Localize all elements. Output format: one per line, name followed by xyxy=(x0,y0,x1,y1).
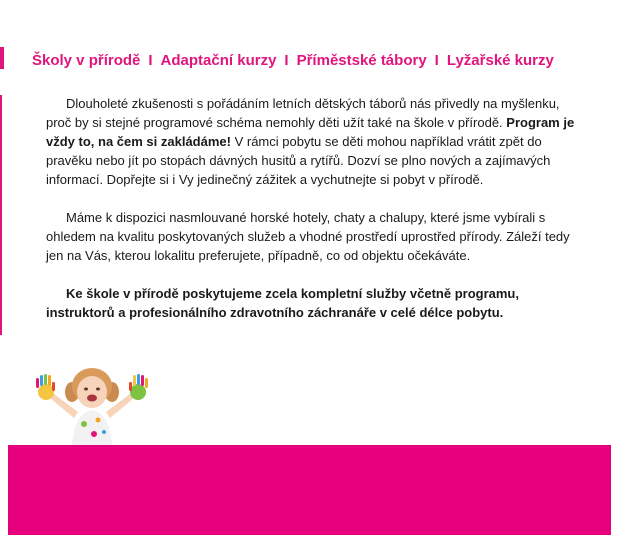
paragraph-services xyxy=(46,284,586,322)
nav-separator: I xyxy=(434,51,439,69)
paragraph-accommodation: Máme k dispozici nasmlouvané horské hotely, chaty a chalupy, které jsme vybírali s ohledem na kvalitu poskytovaných služeb a vhodné prostředí uprostřed přírody. Záleží tedy jen na Vás, kterou lokalitu preferujete, případně, co od objektu očekáváte. xyxy=(46,210,570,263)
paragraph-intro-end: V rámci pobytu se děti mohou například vrátit zpět do pravěku nebo jít po stopách dávných husitů a rytířů. Dozví se plno nových a zajímavých informací. Dopřejte si i Vy jedinečný zážitek a vychutnejte si pobyt v přírodě. xyxy=(46,134,551,187)
nav-link-primestske-tabory[interactable]: Příměstské tábory xyxy=(296,51,427,69)
nav-separator: I xyxy=(148,51,153,69)
nav-link-skoly-v-prirode[interactable]: Školy v přírodě xyxy=(32,51,141,69)
nav-link-adaptacni-kurzy[interactable]: Adaptační kurzy xyxy=(160,51,277,69)
nav-link-lyzarske-kurzy[interactable]: Lyžařské kurzy xyxy=(446,51,554,69)
top-navigation xyxy=(32,50,554,70)
main-content xyxy=(46,94,586,322)
paragraph-services-text: Ke škole v přírodě poskytujeme zcela kompletní služby včetně programu, instruktorů a profesionálního zdravotního záchranáře v celé délce pobytu. xyxy=(46,286,519,320)
paragraph-intro-start: Dlouholeté zkušenosti s pořádáním letních dětských táborů nás přivedly na myšlenku, proč by si stejné programové schéma nemohly děti užít také na škole v přírodě. xyxy=(46,96,560,130)
accent-bar-content xyxy=(0,95,2,335)
accent-bar-nav xyxy=(0,47,4,69)
paragraph-intro xyxy=(46,94,586,189)
paragraph-intro-highlight: Program je vždy to, na čem si zakládáme! xyxy=(46,115,575,149)
child-painted-hands-image xyxy=(28,362,156,446)
footer-banner xyxy=(8,445,611,535)
nav-separator: I xyxy=(284,51,289,69)
